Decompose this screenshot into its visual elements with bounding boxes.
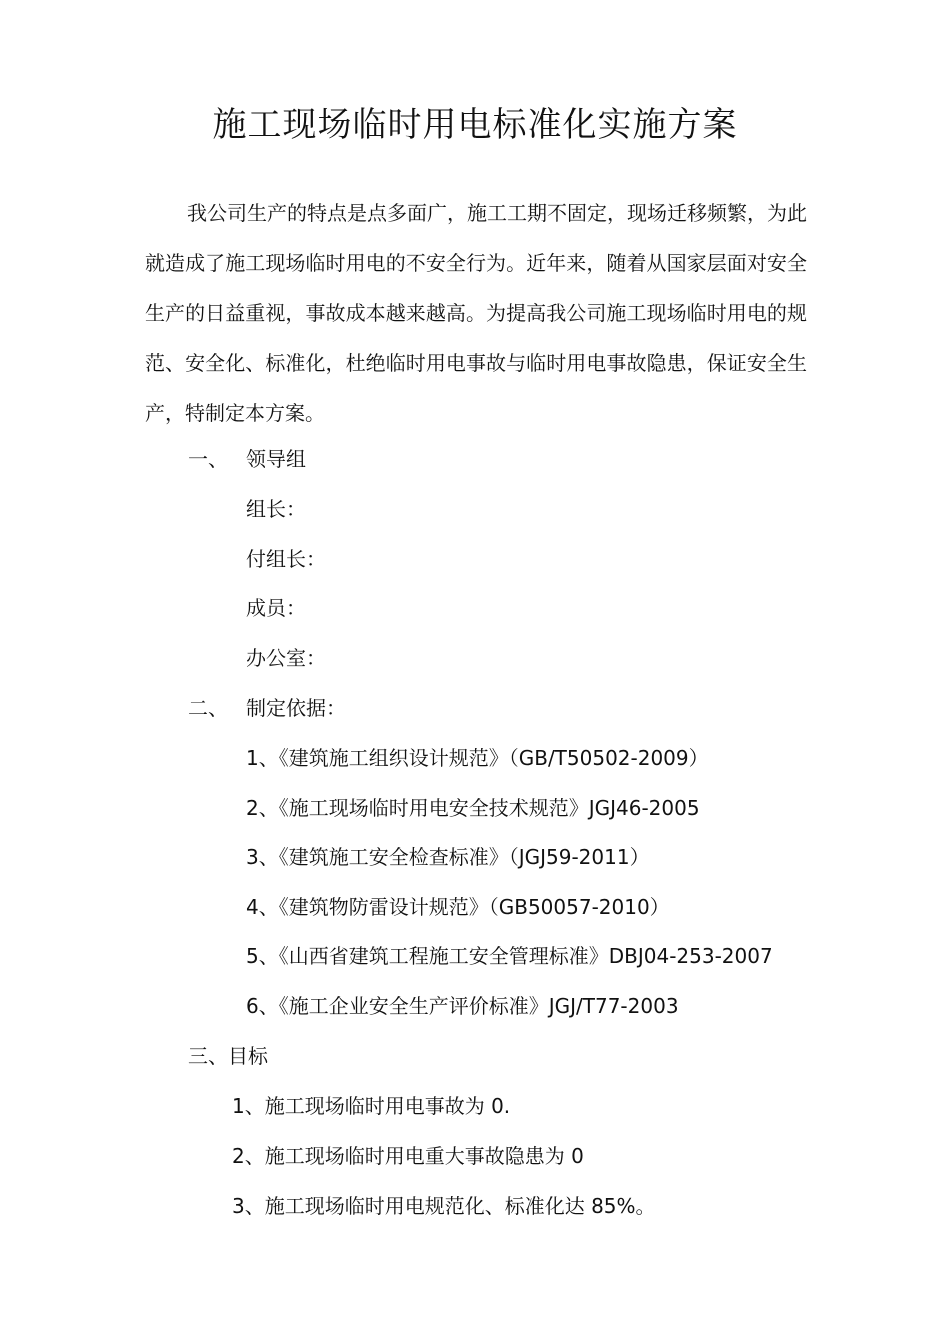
section-2-heading [188,693,346,723]
intro-paragraph: 我公司生产的特点是点多面广，施工工期不固定，现场迁移频繁，为此就造成了施工现场临时用电的不安全行为。近年来，随着从国家层面对安全生产的日益重视，事故成本越来越高。为提高我公司施工现场临时用电的规范、安全化、标准化，杜绝临时用电事故与临时用电事故隐患，保证安全生产，特制定本方案。 [145,201,807,425]
section-2-number: 二、 [188,696,228,720]
document-title: 施工现场临时用电标准化实施方案 [212,105,738,145]
goal-item: 1、施工现场临时用电事故为 0. [232,1094,511,1118]
section-1-title: 领导组 [246,447,306,471]
basis-item: 1、《建筑施工组织设计规范》（GB/T50502-2009） [246,746,709,770]
section-1-heading [188,444,306,474]
office-line: 办公室： [246,646,326,670]
basis-item: 3、《建筑施工安全检查标准》（JGJ59-2011） [246,845,650,869]
basis-item: 2、《施工现场临时用电安全技术规范》JGJ46-2005 [246,796,700,820]
section-1-number: 一、 [188,447,228,471]
basis-item: 6、《施工企业安全生产评价标准》JGJ/T77-2003 [246,994,679,1018]
deputy-leader-line: 付组长： [246,547,326,571]
basis-item: 4、《建筑物防雷设计规范》（GB50057-2010） [246,895,670,919]
section-3-heading: 三、目标 [188,1044,268,1068]
section-2-title: 制定依据： [246,696,346,720]
goal-item: 2、施工现场临时用电重大事故隐患为 0 [232,1144,584,1168]
leader-line: 组长： [246,497,306,521]
members-line: 成员： [246,596,306,620]
basis-item: 5、《山西省建筑工程施工安全管理标准》DBJ04-253-2007 [246,944,773,968]
goal-item: 3、施工现场临时用电规范化、标准化达 85%。 [232,1194,656,1218]
